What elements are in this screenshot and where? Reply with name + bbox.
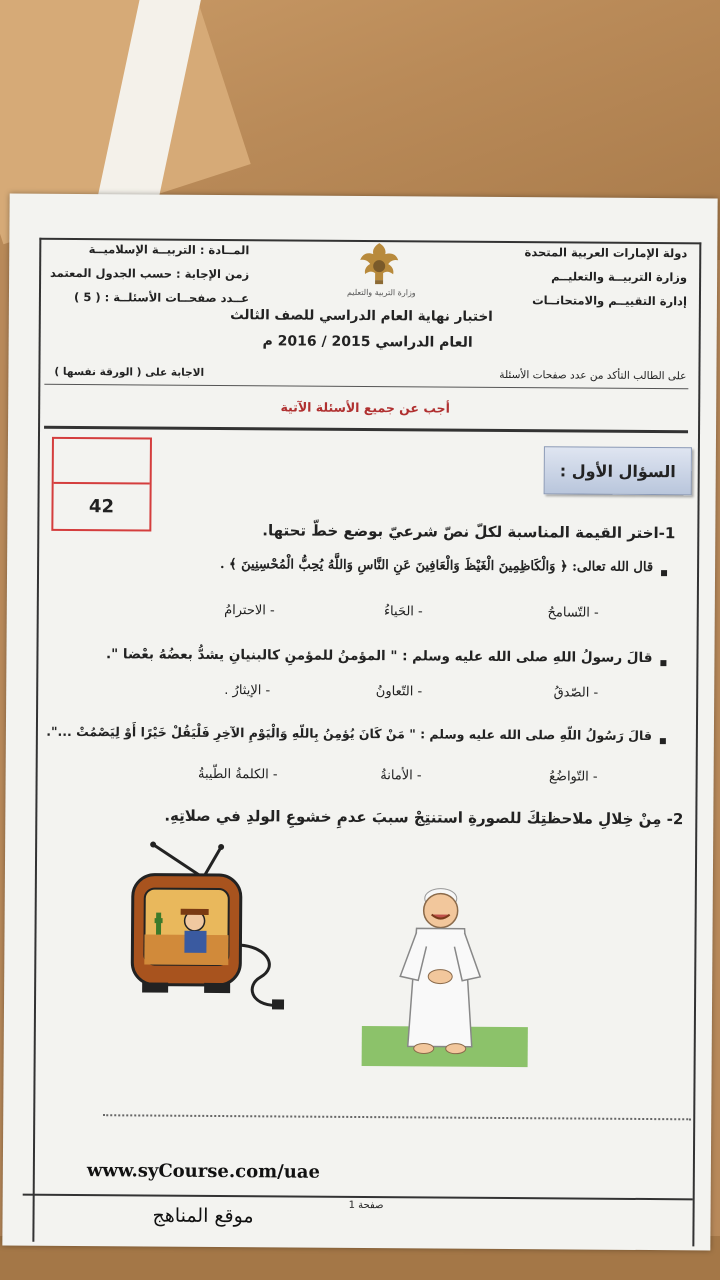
exam-sheet <box>2 194 717 1251</box>
q1-item-3-option-1: - التّواضُعُ <box>548 769 598 785</box>
q2-heading: 2- مِنْ خِلالِ ملاحظتِكَ للصورةِ استنتِجْ سببَ عدمِ خشوعِ الولدِ في صلاتِهِ. <box>164 806 684 829</box>
header-duration: زمن الإجابة : حسب الجدول المعتمد <box>49 265 250 282</box>
page-number: صفحة 1 <box>343 1200 390 1211</box>
q1-item-2-option-3: - الإيثارُ . <box>224 683 271 699</box>
television-illustration <box>128 834 289 1015</box>
exam-title: اختبار نهاية العام الدراسي للصف الثالث <box>230 307 493 325</box>
question-one-box: السؤال الأول : <box>544 446 692 495</box>
q1-heading: 1-اختر القيمة المناسبة لكلّ نصّ شرعيّ بوضع خطّ تحتها. <box>262 521 676 543</box>
q1-item-1-text: قال الله تعالى: ﴿ وَالْكَاظِمِينَ الْغَيْظَ وَالْعَافِينَ عَنِ النَّاسِ وَاللَّهُ يُحِبُّ الْمُحْسِنِينَ ﴾ . <box>219 557 654 576</box>
praying-boy-illustration <box>360 876 531 1072</box>
watermark-arabic: موقع المناهج <box>152 1204 254 1228</box>
header-subject: المــادة : التربيــة الإسلاميــة <box>88 242 250 258</box>
score-box <box>51 437 152 532</box>
q1-item-2-text: قالَ رسولُ اللهِ صلى الله عليه وسلم : " المؤمنُ للمؤمنِ كالبنيانِ يشدُّ بعضُهُ بعْضا ". <box>105 646 653 667</box>
header-ministry: وزارة التربيــة والتعليــم <box>551 269 688 285</box>
q1-item-2-option-1: - الصّدقُ <box>553 685 599 701</box>
q1-item-1-option-3: - الاحترامُ <box>224 603 275 619</box>
watermark-url: www.syCourse.com/uae <box>86 1160 321 1183</box>
q1-item-1-option-1: - التّسامحُ <box>547 605 599 621</box>
note-check-pages: على الطالب التأكد من عدد صفحات الأسئلة <box>499 368 687 383</box>
uae-emblem-icon <box>357 240 401 286</box>
q1-item-2-option-2: - التّعاونُ <box>375 684 423 700</box>
header-department: إدارة التقييــم والامتحانــات <box>532 293 687 309</box>
q1-item-3-text: قالَ رَسُولُ اللّهِ صلى الله عليه وسلم : " مَنْ كَانَ يُؤمِنُ بِاللّهِ وَالْيَوْمِ الآخِرِ فَلْيَقُلْ خَيْرًا أَوْ لِيَصْمُتْ ...". <box>46 723 652 744</box>
q1-item-3-option-2: - الأمانةُ <box>380 768 422 784</box>
score-value: 42 <box>88 496 115 518</box>
q1-item-1-option-2: - الحَياءُ <box>383 604 423 620</box>
bullet <box>660 660 666 666</box>
score-top-cell <box>54 449 150 450</box>
note-answer-on-sheet: الاجابة على ( الورقة نفسها ) <box>54 365 205 379</box>
q1-item-3-option-3: - الكلمةُ الطّيبةُ <box>198 766 278 783</box>
ministry-caption: وزارة التربية والتعليم <box>346 287 416 298</box>
header-page-count: عــدد صفحــات الأسئلــة : ( 5 ) <box>74 289 250 306</box>
instruction: أجب عن جميع الأسئلة الآتية <box>280 399 450 416</box>
bullet <box>660 738 666 744</box>
exam-year: العام الدراسي 2015 / 2016 م <box>262 333 473 351</box>
score-divider <box>54 482 150 485</box>
bullet <box>661 570 667 576</box>
header-country: دولة الإمارات العربية المتحدة <box>524 245 688 261</box>
